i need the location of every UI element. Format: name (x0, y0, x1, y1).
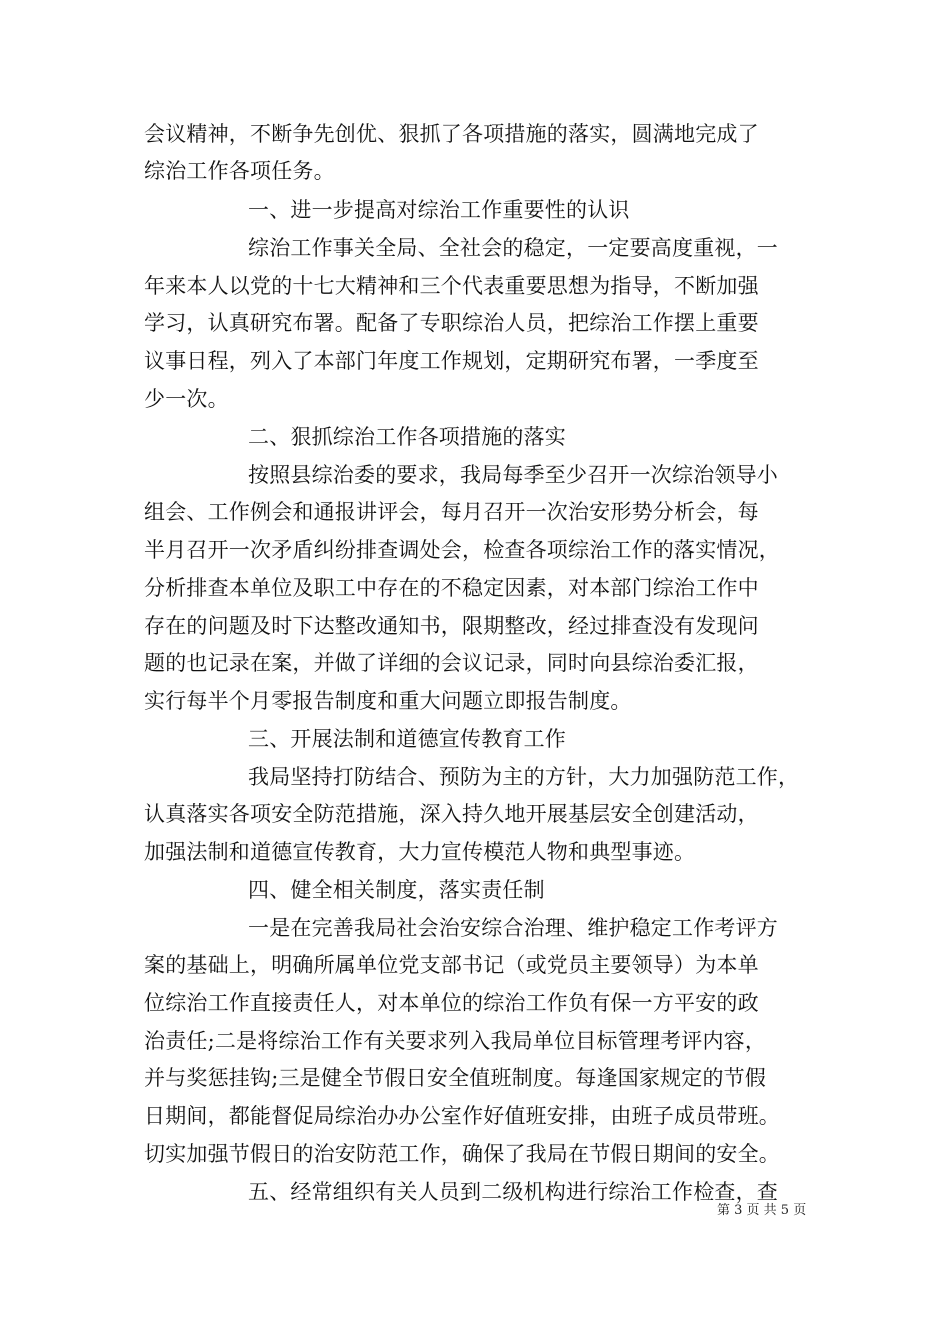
section-heading-3: 三、开展法制和道德宣传教育工作 (248, 727, 566, 751)
text-line-12: 半月召开一次矛盾纠纷排查调处会，检查各项综治工作的落实情况， (144, 538, 780, 562)
text-line-22: 一是在完善我局社会治安综合治理、维护稳定工作考评方 (248, 916, 778, 940)
text-line-1: 会议精神，不断争先创优、狠抓了各项措施的落实，圆满地完成了 (144, 122, 759, 146)
text-line-10: 按照县综治委的要求，我局每季至少召开一次综治领导小 (248, 463, 778, 487)
section-heading-4: 四、健全相关制度，落实责任制 (248, 878, 545, 902)
text-line-14: 存在的问题及时下达整改通知书，限期整改，经过排查没有发现问 (144, 614, 759, 638)
page-number-footer: 第 3 页 共 5 页 (717, 1203, 807, 1218)
text-line-19: 认真落实各项安全防范措施，深入持久地开展基层安全创建活动， (144, 802, 759, 826)
text-line-16: 实行每半个月零报告制度和重大问题立即报告制度。 (144, 689, 632, 713)
text-line-26: 并与奖惩挂钩;三是健全节假日安全值班制度。每逢国家规定的节假 (144, 1066, 767, 1090)
section-heading-2: 二、狠抓综治工作各项措施的落实 (248, 425, 566, 449)
text-line-8: 少一次。 (144, 387, 229, 411)
text-line-25: 治责任;二是将综治工作有关要求列入我局单位目标管理考评内容， (144, 1029, 767, 1053)
text-line-24: 位综治工作直接责任人，对本单位的综治工作负有保一方平安的政 (144, 991, 759, 1015)
text-line-7: 议事日程，列入了本部门年度工作规划，定期研究布署，一季度至 (144, 349, 759, 373)
text-line-28: 切实加强节假日的治安防范工作，确保了我局在节假日期间的安全。 (144, 1142, 780, 1166)
text-line-27: 日期间，都能督促局综治办办公室作好值班安排，由班子成员带班。 (144, 1104, 780, 1128)
text-line-6: 学习，认真研究布署。配备了专职综治人员，把综治工作摆上重要 (144, 311, 759, 335)
text-line-13: 分析排查本单位及职工中存在的不稳定因素，对本部门综治工作中 (144, 576, 759, 600)
text-line-23: 案的基础上，明确所属单位党支部书记（或党员主要领导）为本单 (144, 953, 759, 977)
section-heading-1: 一、进一步提高对综治工作重要性的认识 (248, 198, 630, 222)
text-line-15: 题的也记录在案，并做了详细的会议记录，同时向县综治委汇报， (144, 651, 759, 675)
text-line-18: 我局坚持打防结合、预防为主的方针，大力加强防范工作， (248, 765, 800, 789)
section-heading-5: 五、经常组织有关人员到二级机构进行综治工作检查，查 (248, 1180, 778, 1204)
text-line-2: 综治工作各项任务。 (144, 159, 335, 183)
text-line-20: 加强法制和道德宣传教育，大力宣传模范人物和典型事迹。 (144, 840, 696, 864)
text-line-4: 综治工作事关全局、全社会的稳定，一定要高度重视，一 (248, 236, 778, 260)
text-line-5: 年来本人以党的十七大精神和三个代表重要思想为指导，不断加强 (144, 274, 759, 298)
text-line-11: 组会、工作例会和通报讲评会，每月召开一次治安形势分析会，每 (144, 500, 759, 524)
